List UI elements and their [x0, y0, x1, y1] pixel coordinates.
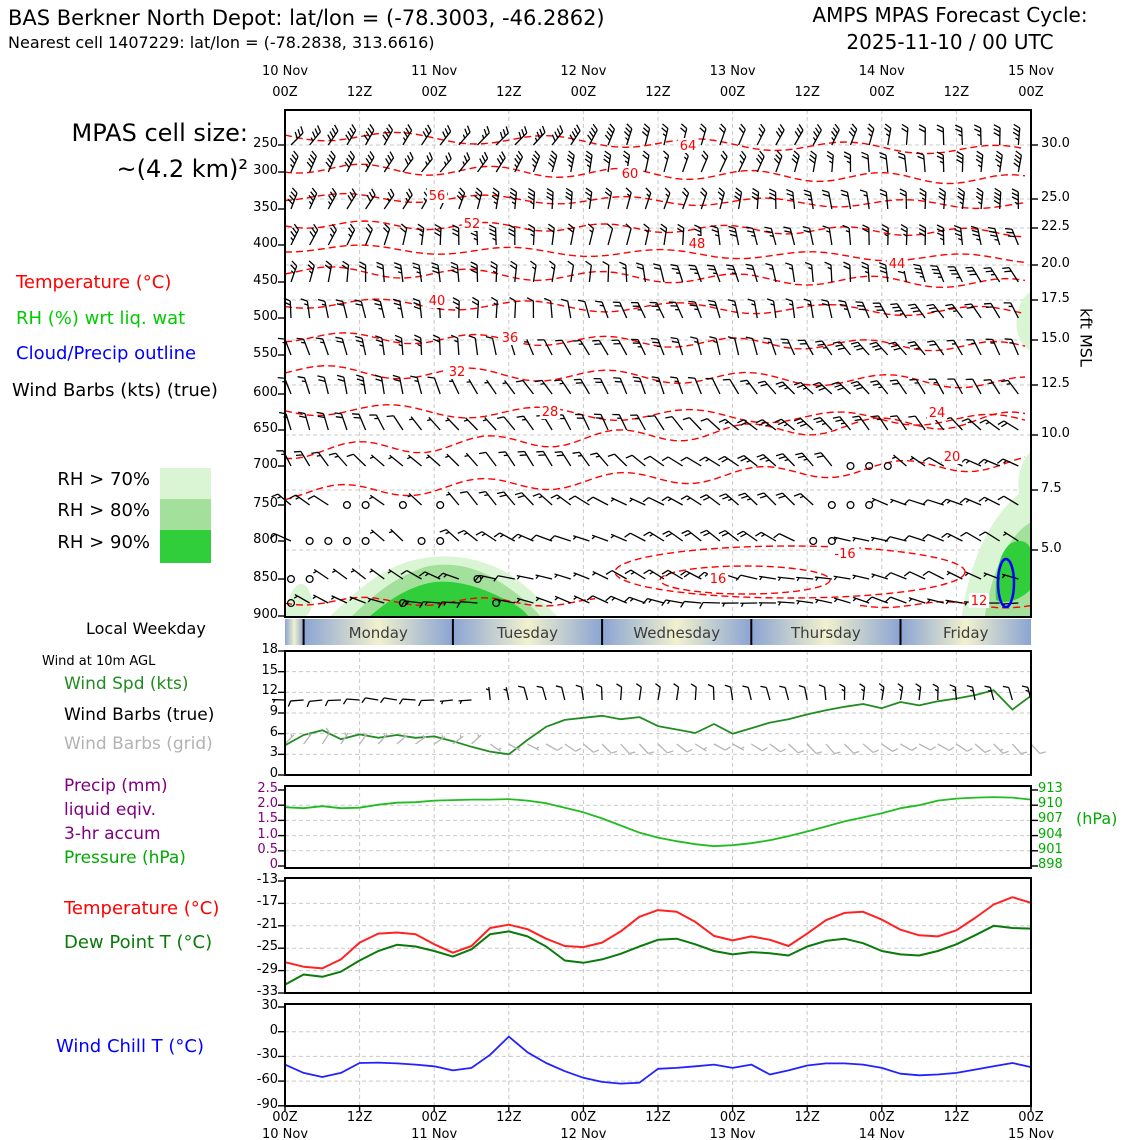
chill-axis-label: 30 — [261, 998, 278, 1013]
kft-axis-label: 15.0 — [1041, 331, 1070, 346]
bottom-axis-day-label: 11 Nov — [411, 1127, 458, 1140]
svg-text:32: 32 — [448, 365, 466, 380]
svg-text:16: 16 — [709, 572, 727, 587]
svg-text:64: 64 — [679, 139, 697, 154]
wind-panel-grid — [285, 651, 1031, 775]
svg-text:60: 60 — [621, 167, 639, 182]
precip-axis-label: 2.5 — [257, 781, 278, 796]
bottom-axis-day-label: 14 Nov — [858, 1127, 905, 1140]
forecast-cycle-date: 2025-11-10 / 00 UTC — [846, 30, 1054, 54]
pressure-right-axis-label: 907 — [1038, 811, 1063, 827]
svg-text:12: 12 — [970, 594, 988, 609]
top-axis-hour-label: 00Z — [570, 85, 597, 100]
top-axis-day-label: 15 Nov — [1007, 64, 1055, 79]
chill-axis-label: -90 — [256, 1096, 278, 1112]
bottom-axis-day-label: 13 Nov — [709, 1127, 756, 1140]
rh90-label: RH > 90% — [57, 532, 150, 553]
svg-text:20: 20 — [943, 450, 961, 465]
kft-axis-label: 22.5 — [1041, 219, 1070, 234]
legend-wind-barbs: Wind Barbs (kts) (true) — [12, 380, 218, 401]
top-axis-hour-label: 12Z — [645, 85, 671, 100]
svg-text:24: 24 — [928, 406, 946, 421]
windspd-axis-label: 3 — [269, 745, 278, 761]
temp-axis-label: -33 — [256, 984, 278, 999]
pressure-axis-label: 850 — [253, 570, 278, 585]
bottom-axis-hour-label: 00Z — [421, 1110, 447, 1125]
temp-axis-label: -25 — [256, 939, 278, 955]
temp-axis-label: -29 — [256, 961, 278, 977]
precip-axis-label: 1.5 — [257, 811, 278, 827]
pressure-axis-label: 450 — [253, 273, 278, 288]
wind-10m-label: Wind at 10m AGL — [42, 654, 156, 669]
bottom-axis-hour-label: 00Z — [570, 1110, 597, 1125]
windspd-axis-label: 6 — [269, 724, 278, 740]
pressure-right-axis-label: 910 — [1038, 796, 1063, 812]
legend-precip-3: 3-hr accum — [64, 824, 161, 844]
top-axis-hour-label: 12Z — [496, 85, 522, 100]
legend-precip-2: liquid eqiv. — [64, 800, 157, 820]
weekday-band — [285, 619, 1031, 645]
windspd-axis-label: 9 — [269, 704, 278, 719]
pressure-axis-label: 300 — [253, 163, 278, 178]
hpa-axis-label: (hPa) — [1076, 809, 1118, 828]
pressure-axis-label: 550 — [253, 346, 278, 361]
temp-axis-label: -13 — [256, 872, 278, 887]
svg-text:48: 48 — [688, 237, 706, 252]
main-panel-gridlines — [285, 110, 1031, 617]
legend-wind-speed: Wind Spd (kts) — [64, 674, 189, 694]
pressure-axis-label: 600 — [253, 385, 278, 400]
kft-axis-label: 5.0 — [1041, 541, 1062, 556]
pressure-axis-label: 350 — [253, 200, 278, 215]
rh70-swatch — [160, 468, 211, 499]
legend-barbs-true: Wind Barbs (true) — [64, 705, 215, 725]
bottom-axis-hour-label: 00Z — [869, 1110, 895, 1125]
bottom-axis-hour-label: 12Z — [496, 1110, 522, 1125]
top-axis-hour-label: 12Z — [346, 85, 373, 100]
bottom-axis-day-label: 12 Nov — [560, 1127, 607, 1140]
windspd-axis-label: 15 — [261, 662, 278, 678]
svg-text:28: 28 — [541, 405, 559, 420]
precip-axis-label: 0 — [269, 857, 278, 872]
kft-axis-label: 10.0 — [1041, 426, 1070, 441]
bottom-axis-hour-label: 12Z — [943, 1110, 970, 1125]
svg-text:-16: -16 — [834, 547, 856, 562]
bottom-axis-hour-label: 12Z — [794, 1110, 820, 1125]
svg-text:36: 36 — [501, 331, 519, 346]
rh90-swatch — [160, 530, 211, 563]
legend-barbs-grid: Wind Barbs (grid) — [64, 734, 213, 754]
pressure-right-axis-label: 901 — [1038, 841, 1063, 857]
kft-axis-label: 25.0 — [1041, 190, 1070, 205]
pressure-axis-label: 750 — [253, 496, 278, 511]
bottom-axis-day-label: 15 Nov — [1007, 1127, 1055, 1140]
precip-panel-grid — [285, 786, 1031, 868]
page-title: BAS Berkner North Depot: lat/lon = (-78.3003, -46.2862) — [8, 6, 605, 30]
weekday-label: Monday — [348, 624, 408, 642]
temp-axis-label: -21 — [256, 916, 278, 932]
temp-axis-label: -17 — [256, 894, 278, 910]
rh70-label: RH > 70% — [57, 469, 150, 490]
legend-wind-chill: Wind Chill T (°C) — [56, 1036, 204, 1057]
main-wind-barbs — [270, 124, 1021, 609]
top-axis-hour-label: 00Z — [869, 85, 895, 100]
top-axis-hour-label: 00Z — [1018, 85, 1044, 100]
rh80-label: RH > 80% — [57, 500, 150, 521]
bottom-axis-hour-label: 12Z — [346, 1110, 373, 1125]
kft-axis-label: 30.0 — [1041, 136, 1070, 151]
top-axis-hour-label: 12Z — [943, 85, 970, 100]
bottom-axis-hour-label: 00Z — [1018, 1110, 1044, 1125]
svg-text:44: 44 — [888, 257, 906, 272]
pressure-axis-label: 800 — [253, 532, 278, 547]
top-axis-day-label: 12 Nov — [560, 64, 607, 79]
cell-size-label: MPAS cell size: — [71, 119, 248, 147]
pressure-right-axis-label: 904 — [1038, 826, 1063, 842]
chill-axis-label: -60 — [256, 1072, 278, 1088]
kft-msl-axis-label: kft MSL — [1076, 308, 1096, 367]
pressure-axis-label: 500 — [253, 309, 278, 324]
legend-precip-1: Precip (mm) — [64, 776, 168, 796]
pressure-axis-label: 650 — [253, 421, 278, 436]
kft-axis-label: 7.5 — [1041, 481, 1062, 496]
top-axis-hour-label: 00Z — [421, 85, 447, 100]
precip-axis-label: 2.0 — [257, 796, 278, 812]
legend-temperature: Temperature (°C) — [16, 272, 172, 293]
page-subtitle: Nearest cell 1407229: lat/lon = (-78.2838, 313.6616) — [8, 33, 435, 52]
svg-text:40: 40 — [428, 294, 446, 309]
top-axis-day-label: 13 Nov — [709, 64, 756, 79]
bottom-axis-hour-label: 12Z — [645, 1110, 671, 1125]
bottom-axis-hour-label: 00Z — [719, 1110, 746, 1125]
pressure-axis-label: 900 — [253, 607, 278, 622]
windspd-axis-label: 18 — [261, 642, 278, 657]
wind-barbs-true-row — [272, 684, 1031, 707]
weekday-label: Tuesday — [496, 624, 559, 642]
kft-axis-label: 20.0 — [1041, 256, 1070, 271]
svg-text:56: 56 — [428, 189, 446, 204]
top-axis-day-label: 11 Nov — [411, 64, 458, 79]
top-axis-hour-label: 12Z — [794, 85, 820, 100]
chill-axis-label: 0 — [269, 1022, 278, 1038]
weekday-label: Thursday — [791, 624, 861, 642]
precip-axis-label: 1.0 — [257, 826, 278, 842]
top-axis-day-label: 10 Nov — [261, 64, 309, 79]
precip-axis-label: 0.5 — [257, 841, 278, 857]
chill-axis-label: -30 — [256, 1047, 278, 1063]
bottom-axis-hour-label: 00Z — [272, 1110, 298, 1125]
legend-pressure: Pressure (hPa) — [64, 848, 186, 868]
top-axis-day-label: 14 Nov — [858, 64, 905, 79]
legend-rh: RH (%) wrt liq. wat — [16, 308, 186, 329]
forecast-cycle-title: AMPS MPAS Forecast Cycle: — [812, 3, 1088, 27]
top-axis-hour-label: 00Z — [719, 85, 746, 100]
panel-frame — [285, 786, 1031, 868]
legend-dew-point: Dew Point T (°C) — [64, 932, 213, 953]
rh80-swatch — [160, 499, 211, 530]
kft-axis-label: 12.5 — [1041, 376, 1070, 391]
cell-size-value: ~(4.2 km)² — [116, 155, 248, 183]
chill-panel-grid — [285, 1004, 1031, 1106]
weekday-label: Wednesday — [633, 624, 721, 642]
kft-axis-label: 17.5 — [1041, 291, 1070, 306]
top-axis-hour-label: 00Z — [272, 85, 298, 100]
pressure-right-axis-label: 913 — [1038, 781, 1063, 796]
pressure-axis-label: 700 — [253, 457, 278, 472]
windspd-axis-label: 0 — [269, 766, 278, 781]
bottom-axis-day-label: 10 Nov — [261, 1127, 309, 1140]
weekday-label: Friday — [943, 624, 989, 642]
legend-temperature-2: Temperature (°C) — [64, 898, 220, 919]
pressure-axis-label: 400 — [253, 236, 278, 251]
pressure-axis-label: 250 — [253, 136, 278, 151]
windspd-axis-label: 12 — [261, 683, 278, 699]
pressure-right-axis-label: 898 — [1038, 857, 1063, 872]
svg-text:52: 52 — [463, 217, 481, 232]
legend-cloud: Cloud/Precip outline — [16, 343, 197, 364]
wind-barbs-grid-row — [285, 728, 1046, 754]
local-weekday-label: Local Weekday — [86, 619, 206, 638]
